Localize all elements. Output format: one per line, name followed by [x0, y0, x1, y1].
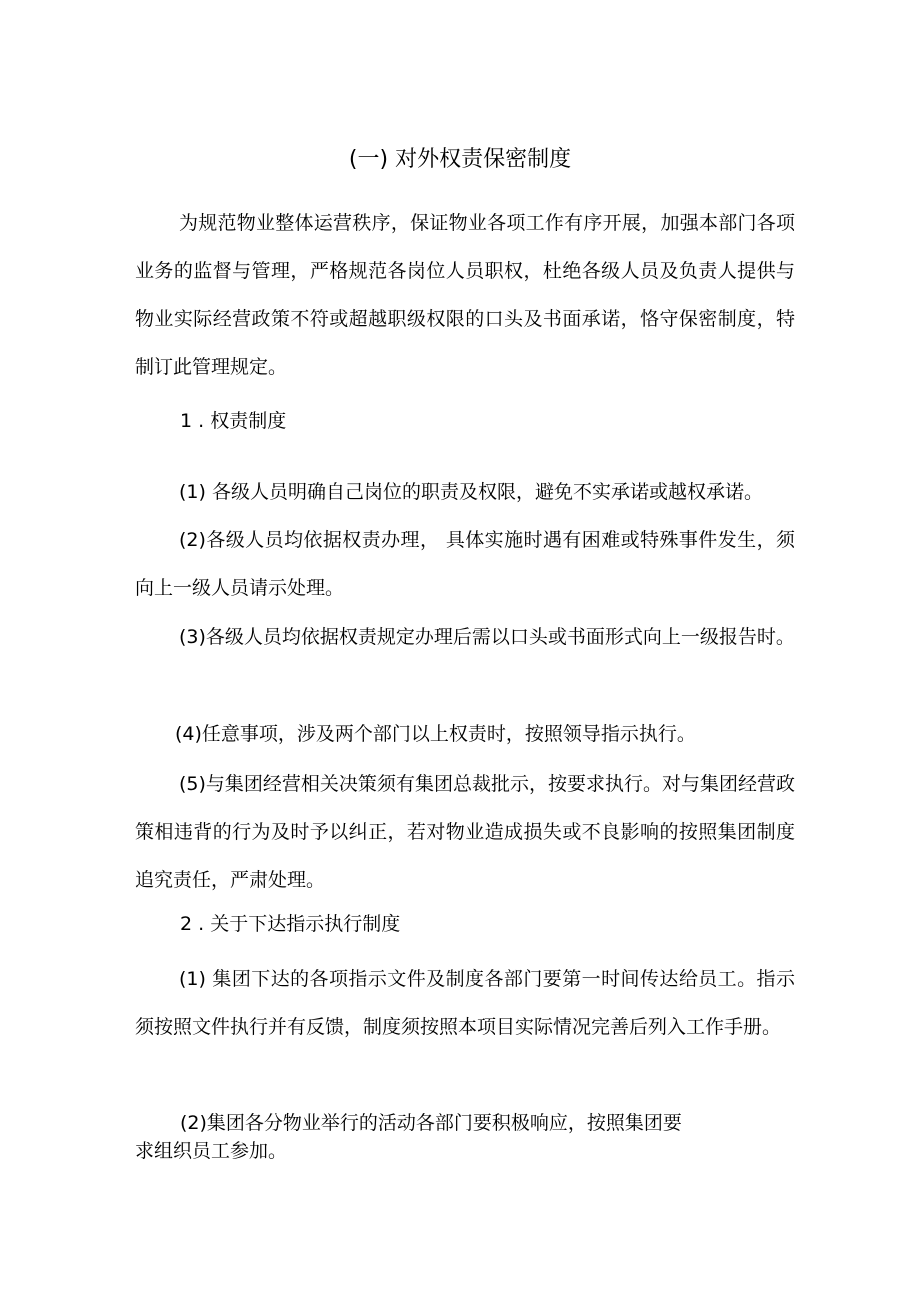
- document-title: (一) 对外权责保密制度: [348, 147, 572, 172]
- section-1-heading: 1 . 权责制度: [180, 410, 287, 432]
- section-1-item-1: (1) 各级人员明确自己岗位的职责及权限，避免不实承诺或越权承诺。: [179, 481, 763, 503]
- section-2-heading: 2 . 关于下达指示执行制度: [180, 913, 401, 935]
- section-1-item-2: (2)各级人员均依据权责办理， 具体实施时遇有困难或特殊事件发生，须向上一级人员请示处理。: [135, 529, 795, 599]
- section-1-item-4: (4)任意事项，涉及两个部门以上权责时，按照领导指示执行。: [175, 723, 696, 745]
- section-1-item-3: (3)各级人员均依据权责规定办理后需以口头或书面形式向上一级报告时。: [179, 626, 795, 648]
- section-2-item-2-line-1: (2)集团各分物业举行的活动各部门要积极响应，按照集团要: [180, 1112, 682, 1134]
- intro-paragraph: 为规范物业整体运营秩序，保证物业各项工作有序开展，加强本部门各项业务的监督与管理，严格规范各岗位人员职权，杜绝各级人员及负责人提供与物业实际经营政策不符或超越职级权限的口头及书面承诺，恪守保密制度，特制订此管理规定。: [135, 212, 795, 378]
- section-2-item-1: (1) 集团下达的各项指示文件及制度各部门要第一时间传达给员工。指示须按照文件执行并有反馈，制度须按照本项目实际情况完善后列入工作手册。: [135, 968, 795, 1038]
- section-1-item-5: (5)与集团经营相关决策须有集团总裁批示，按要求执行。对与集团经营政策相违背的行为及时予以纠正，若对物业造成损失或不良影响的按照集团制度追究责任，严肃处理。: [135, 773, 795, 891]
- section-2-item-2-line-2: 求组织员工参加。: [135, 1140, 288, 1162]
